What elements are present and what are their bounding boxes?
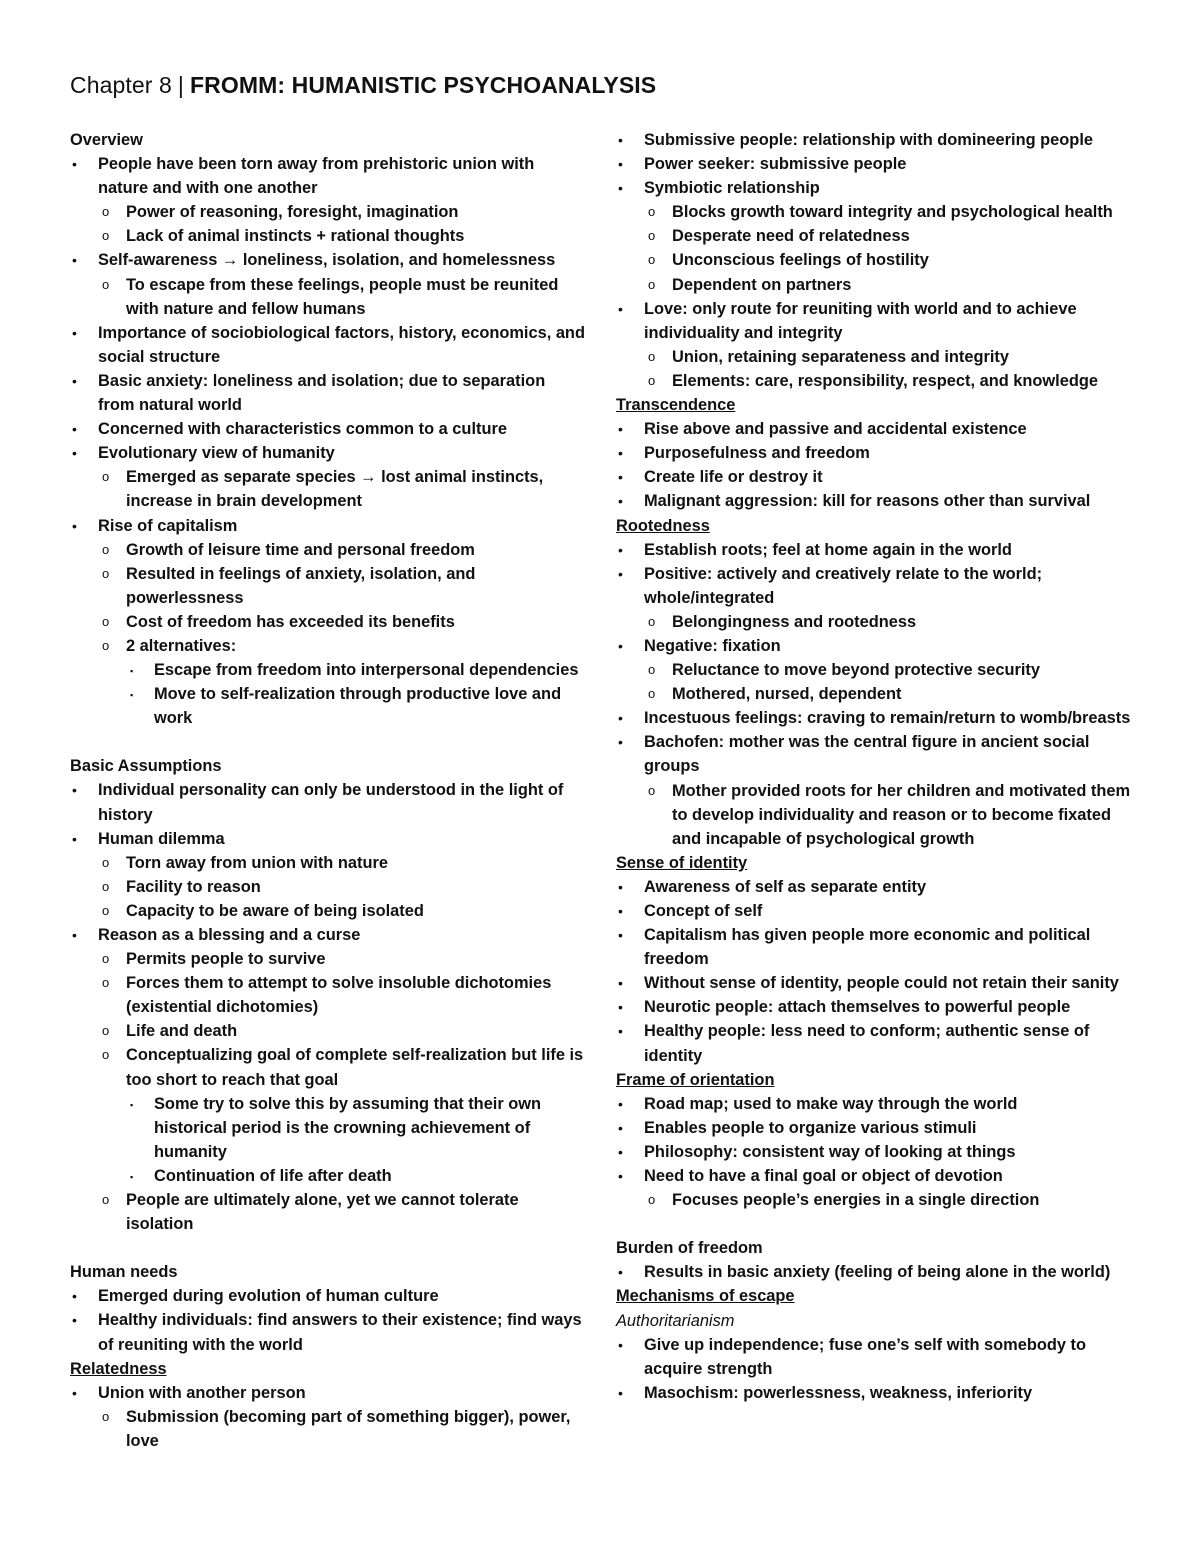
- list-item: [70, 1381, 585, 1405]
- spacer: [70, 730, 585, 754]
- item-text: Union, retaining separateness and integrity: [672, 347, 1009, 366]
- list-item: [616, 128, 1136, 152]
- subsection-subheading: [616, 1309, 1136, 1333]
- bullet-marker: •: [618, 1143, 623, 1160]
- item-text: Power seeker: submissive people: [644, 155, 907, 174]
- bullet-marker: •: [72, 517, 77, 534]
- list-item: [616, 706, 1136, 730]
- item-text: Positive: actively and creatively relate to the world; whole/integrated: [644, 564, 1043, 607]
- section-heading: [616, 1236, 1136, 1260]
- list-item: [616, 1164, 1136, 1188]
- item-text: Awareness of self as separate entity: [644, 877, 927, 896]
- item-text: Relatedness: [70, 1359, 167, 1378]
- item-text: Forces them to attempt to solve insoluble dichotomies (existential dichotomies): [126, 974, 552, 1017]
- list-item: [70, 827, 585, 851]
- list-item: [70, 778, 585, 826]
- item-text: Malignant aggression: kill for reasons other than survival: [644, 492, 1091, 511]
- bullet-marker: o: [648, 686, 656, 702]
- list-item: [616, 248, 1136, 272]
- bullet-marker: o: [102, 637, 110, 653]
- item-text: Concept of self: [644, 902, 763, 920]
- item-text: Cost of freedom has exceeded its benefits: [126, 612, 455, 631]
- bullet-marker: •: [72, 421, 77, 438]
- list-item: [616, 417, 1136, 441]
- spacer: [70, 1236, 585, 1260]
- item-text: To escape from these feelings, people must be reunited with nature and fellow humans: [126, 275, 559, 318]
- list-item: [70, 465, 585, 513]
- item-text: Elements: care, responsibility, respect, and knowledge: [672, 371, 1098, 390]
- list-item: [70, 417, 585, 441]
- item-text: People have been torn away from prehistoric union with nature and with one another: [98, 155, 535, 198]
- bullet-marker: ▪: [130, 690, 134, 701]
- bullet-marker: •: [72, 1288, 77, 1305]
- list-item: [616, 1116, 1136, 1140]
- item-text: Symbiotic relationship: [644, 179, 820, 198]
- bullet-marker: o: [102, 1047, 110, 1063]
- item-text: Importance of sociobiological factors, history, economics, and social structure: [98, 323, 585, 366]
- list-item: [616, 369, 1136, 393]
- subsection-heading: [616, 514, 1136, 538]
- bullet-marker: o: [102, 902, 110, 918]
- item-text: Conceptualizing goal of complete self-realization but life is too short to reach that goal: [126, 1046, 584, 1089]
- right-column: [616, 128, 1136, 1405]
- list-item: [70, 1284, 585, 1308]
- bullet-marker: •: [72, 1312, 77, 1329]
- list-item: [616, 779, 1136, 851]
- list-item: [616, 224, 1136, 248]
- item-text: Individual personality can only be understood in the light of history: [98, 781, 564, 824]
- list-item: [616, 562, 1136, 610]
- bullet-marker: •: [618, 1384, 623, 1401]
- bullet-marker: o: [648, 252, 656, 268]
- bullet-marker: •: [72, 830, 77, 847]
- item-text: Philosophy: consistent way of looking at things: [644, 1142, 1016, 1161]
- item-text: Life and death: [126, 1022, 238, 1041]
- list-item: [616, 1381, 1136, 1405]
- item-text: Power of reasoning, foresight, imagination: [126, 203, 459, 222]
- list-item: [616, 730, 1136, 778]
- bullet-marker: o: [102, 613, 110, 629]
- list-item: [616, 923, 1136, 971]
- bullet-marker: ▪: [130, 1099, 134, 1110]
- bullet-marker: o: [102, 1023, 110, 1039]
- bullet-marker: •: [618, 445, 623, 462]
- item-text: Capitalism has given people more economic and political freedom: [644, 926, 1091, 969]
- bullet-marker: •: [72, 252, 77, 269]
- item-text: Neurotic people: attach themselves to powerful people: [644, 998, 1071, 1017]
- item-text: Mechanisms of escape: [616, 1287, 795, 1306]
- list-item: [70, 273, 585, 321]
- list-item: [616, 1140, 1136, 1164]
- item-text: Without sense of identity, people could not retain their sanity: [644, 974, 1119, 993]
- item-text: Bachofen: mother was the central figure in ancient social groups: [644, 733, 1090, 776]
- subsection-heading: [616, 1068, 1136, 1092]
- item-text: Move to self-realization through productive love and work: [154, 685, 562, 728]
- bullet-marker: o: [102, 878, 110, 894]
- item-text: Submissive people: relationship with domineering people: [644, 131, 1093, 149]
- list-item: [616, 200, 1136, 224]
- chapter-title: FROMM: HUMANISTIC PSYCHOANALYSIS: [190, 72, 657, 98]
- item-text: Union with another person: [98, 1383, 306, 1402]
- list-item: [70, 923, 585, 947]
- bullet-marker: •: [618, 734, 623, 751]
- bullet-marker: o: [648, 204, 656, 220]
- list-item: [616, 899, 1136, 923]
- item-text: Healthy individuals: find answers to their existence; find ways of reuniting with the world: [98, 1311, 582, 1354]
- item-text: Focuses people’s energies in a single direction: [672, 1191, 1040, 1210]
- list-item: [70, 224, 585, 248]
- list-item: [616, 1188, 1136, 1212]
- list-item: [70, 1092, 585, 1164]
- item-text: Resulted in feelings of anxiety, isolation, and powerlessness: [126, 564, 476, 607]
- bullet-marker: o: [102, 1192, 110, 1208]
- item-text: Belongingness and rootedness: [672, 612, 917, 631]
- list-item: [616, 682, 1136, 706]
- bullet-marker: ▪: [130, 1171, 134, 1182]
- bullet-marker: o: [648, 782, 656, 798]
- bullet-marker: o: [102, 951, 110, 967]
- bullet-marker: o: [102, 854, 110, 870]
- subsection-heading: [616, 393, 1136, 417]
- bullet-marker: •: [618, 541, 623, 558]
- bullet-marker: o: [102, 469, 110, 485]
- bullet-marker: •: [72, 324, 77, 341]
- item-text: Results in basic anxiety (feeling of being alone in the world): [644, 1263, 1111, 1282]
- item-text: Basic Assumptions: [70, 757, 222, 776]
- bullet-marker: •: [618, 421, 623, 438]
- list-item: [616, 610, 1136, 634]
- item-text: Emerged as separate species → lost animal instincts, increase in brain development: [126, 468, 544, 511]
- bullet-marker: •: [72, 927, 77, 943]
- list-item: [616, 489, 1136, 513]
- section-heading: [70, 754, 585, 778]
- bullet-marker: •: [72, 156, 77, 173]
- bullet-marker: •: [618, 903, 623, 919]
- list-item: [70, 321, 585, 369]
- bullet-marker: •: [618, 878, 623, 895]
- item-text: Facility to reason: [126, 877, 261, 896]
- list-item: [616, 1333, 1136, 1381]
- list-item: [616, 465, 1136, 489]
- bullet-marker: •: [72, 445, 77, 462]
- item-text: Purposefulness and freedom: [644, 444, 870, 463]
- list-item: [70, 200, 585, 224]
- item-text: People are ultimately alone, yet we cannot tolerate isolation: [126, 1191, 519, 1234]
- item-text: Self-awareness → loneliness, isolation, and homelessness: [98, 251, 556, 270]
- bullet-marker: •: [618, 493, 623, 510]
- item-text: Incestuous feelings: craving to remain/return to womb/breasts: [644, 709, 1131, 728]
- list-item: [616, 345, 1136, 369]
- bullet-marker: •: [618, 1264, 623, 1281]
- item-text: Burden of freedom: [616, 1239, 763, 1258]
- bullet-marker: •: [72, 1384, 77, 1401]
- chapter-label: Chapter 8: [70, 72, 172, 98]
- item-text: Emerged during evolution of human culture: [98, 1287, 439, 1306]
- item-text: Give up independence; fuse one’s self with somebody to acquire strength: [644, 1335, 1087, 1378]
- bullet-marker: •: [618, 180, 623, 197]
- bullet-marker: •: [618, 1119, 623, 1136]
- item-text: Human needs: [70, 1263, 178, 1282]
- bullet-marker: •: [618, 469, 623, 486]
- list-item: [70, 248, 585, 272]
- list-item: [616, 995, 1136, 1019]
- list-item: [70, 682, 585, 730]
- list-item: [616, 441, 1136, 465]
- page-title: [70, 72, 656, 99]
- item-text: Growth of leisure time and personal freedom: [126, 540, 475, 559]
- bullet-marker: o: [102, 1408, 110, 1424]
- bullet-marker: o: [102, 228, 110, 244]
- bullet-marker: •: [618, 1168, 623, 1185]
- item-text: Mothered, nursed, dependent: [672, 685, 902, 704]
- item-text: Submission (becoming part of something bigger), power, love: [126, 1407, 571, 1450]
- item-text: Human dilemma: [98, 829, 225, 848]
- bullet-marker: o: [648, 662, 656, 678]
- item-text: Mother provided roots for her children and motivated them to develop individuality and reason or to become fixated and incapable of psychological growth: [672, 781, 1131, 848]
- bullet-marker: •: [618, 1095, 623, 1112]
- title-separator: |: [177, 72, 184, 98]
- bullet-marker: o: [102, 276, 110, 292]
- item-text: Overview: [70, 131, 143, 149]
- list-item: [616, 176, 1136, 200]
- item-text: Escape from freedom into interpersonal dependencies: [154, 661, 579, 680]
- item-text: Transcendence: [616, 396, 736, 415]
- bullet-marker: •: [618, 975, 623, 992]
- bullet-marker: o: [648, 372, 656, 388]
- list-item: [70, 947, 585, 971]
- bullet-marker: o: [102, 541, 110, 557]
- bullet-marker: o: [102, 204, 110, 220]
- item-text: Evolutionary view of humanity: [98, 444, 335, 463]
- section-heading: [70, 1260, 585, 1284]
- bullet-marker: •: [618, 1023, 623, 1040]
- bullet-marker: o: [648, 228, 656, 244]
- bullet-marker: ▪: [130, 666, 134, 677]
- list-item: [616, 634, 1136, 658]
- subsection-heading: [616, 851, 1136, 875]
- item-text: Concerned with characteristics common to a culture: [98, 420, 507, 439]
- item-text: Torn away from union with nature: [126, 853, 388, 872]
- list-item: [70, 369, 585, 417]
- bullet-marker: •: [618, 999, 623, 1016]
- bullet-marker: •: [618, 565, 623, 582]
- bullet-marker: •: [618, 927, 623, 944]
- bullet-marker: •: [618, 710, 623, 727]
- item-text: Basic anxiety: loneliness and isolation; due to separation from natural world: [98, 371, 546, 415]
- item-text: Frame of orientation: [616, 1070, 775, 1089]
- item-text: Rise of capitalism: [98, 516, 238, 535]
- item-text: Reluctance to move beyond protective security: [672, 661, 1040, 680]
- item-text: Sense of identity: [616, 853, 748, 872]
- item-text: Reason as a blessing and a curse: [98, 926, 361, 944]
- list-item: [70, 1043, 585, 1091]
- list-item: [70, 875, 585, 899]
- list-item: [70, 971, 585, 1019]
- list-item: [70, 851, 585, 875]
- item-text: Unconscious feelings of hostility: [672, 251, 929, 270]
- bullet-marker: •: [618, 156, 623, 173]
- item-text: Enables people to organize various stimuli: [644, 1118, 977, 1137]
- item-text: Rise above and passive and accidental existence: [644, 420, 1027, 439]
- list-item: [70, 1164, 585, 1188]
- spacer: [616, 1212, 1136, 1236]
- list-item: [616, 875, 1136, 899]
- item-text: Masochism: powerlessness, weakness, inferiority: [644, 1383, 1033, 1402]
- bullet-marker: o: [102, 565, 110, 581]
- bullet-marker: •: [72, 372, 77, 389]
- bullet-marker: o: [648, 348, 656, 364]
- item-text: Establish roots; feel at home again in the world: [644, 540, 1012, 559]
- bullet-marker: •: [618, 132, 623, 148]
- subsection-heading: [616, 1284, 1136, 1308]
- list-item: [70, 658, 585, 682]
- list-item: [70, 1405, 585, 1453]
- bullet-marker: •: [618, 300, 623, 317]
- bullet-marker: •: [618, 637, 623, 654]
- list-item: [70, 538, 585, 562]
- list-item: [70, 562, 585, 610]
- list-item: [70, 899, 585, 923]
- item-text: Dependent on partners: [672, 275, 852, 294]
- item-text: Love: only route for reuniting with world and to achieve individuality and integrity: [644, 299, 1077, 342]
- item-text: Lack of animal instincts + rational thoughts: [126, 227, 465, 246]
- bullet-marker: •: [72, 782, 77, 799]
- left-column: [70, 128, 585, 1453]
- list-item: [616, 273, 1136, 297]
- bullet-marker: o: [648, 1192, 656, 1208]
- item-text: Continuation of life after death: [154, 1166, 392, 1185]
- item-text: Healthy people: less need to conform; authentic sense of identity: [644, 1022, 1090, 1065]
- list-item: [70, 152, 585, 200]
- list-item: [616, 658, 1136, 682]
- list-item: [70, 1188, 585, 1236]
- list-item: [70, 1019, 585, 1043]
- subsection-heading: [70, 1357, 585, 1381]
- item-text: Desperate need of relatedness: [672, 227, 910, 246]
- list-item: [70, 634, 585, 658]
- item-text: Need to have a final goal or object of devotion: [644, 1167, 1003, 1186]
- list-item: [616, 1092, 1136, 1116]
- list-item: [616, 538, 1136, 562]
- item-text: Negative: fixation: [644, 636, 781, 655]
- list-item: [70, 610, 585, 634]
- list-item: [616, 971, 1136, 995]
- bullet-marker: o: [102, 975, 110, 991]
- item-text: Authoritarianism: [616, 1311, 735, 1330]
- item-text: Permits people to survive: [126, 950, 326, 969]
- list-item: [70, 1308, 585, 1356]
- item-text: Blocks growth toward integrity and psychological health: [672, 203, 1113, 222]
- bullet-marker: o: [648, 276, 656, 292]
- list-item: [616, 152, 1136, 176]
- list-item: [70, 514, 585, 538]
- item-text: Capacity to be aware of being isolated: [126, 901, 424, 920]
- list-item: [70, 441, 585, 465]
- item-text: Rootedness: [616, 516, 710, 535]
- bullet-marker: o: [648, 613, 656, 629]
- item-text: Road map; used to make way through the world: [644, 1094, 1018, 1113]
- item-text: 2 alternatives:: [126, 636, 237, 655]
- bullet-marker: •: [618, 1336, 623, 1353]
- item-text: Some try to solve this by assuming that their own historical period is the crowning achievement of humanity: [154, 1094, 542, 1161]
- item-text: Create life or destroy it: [644, 468, 823, 487]
- list-item: [616, 1019, 1136, 1067]
- list-item: [616, 1260, 1136, 1284]
- list-item: [616, 297, 1136, 345]
- section-heading: [70, 128, 585, 152]
